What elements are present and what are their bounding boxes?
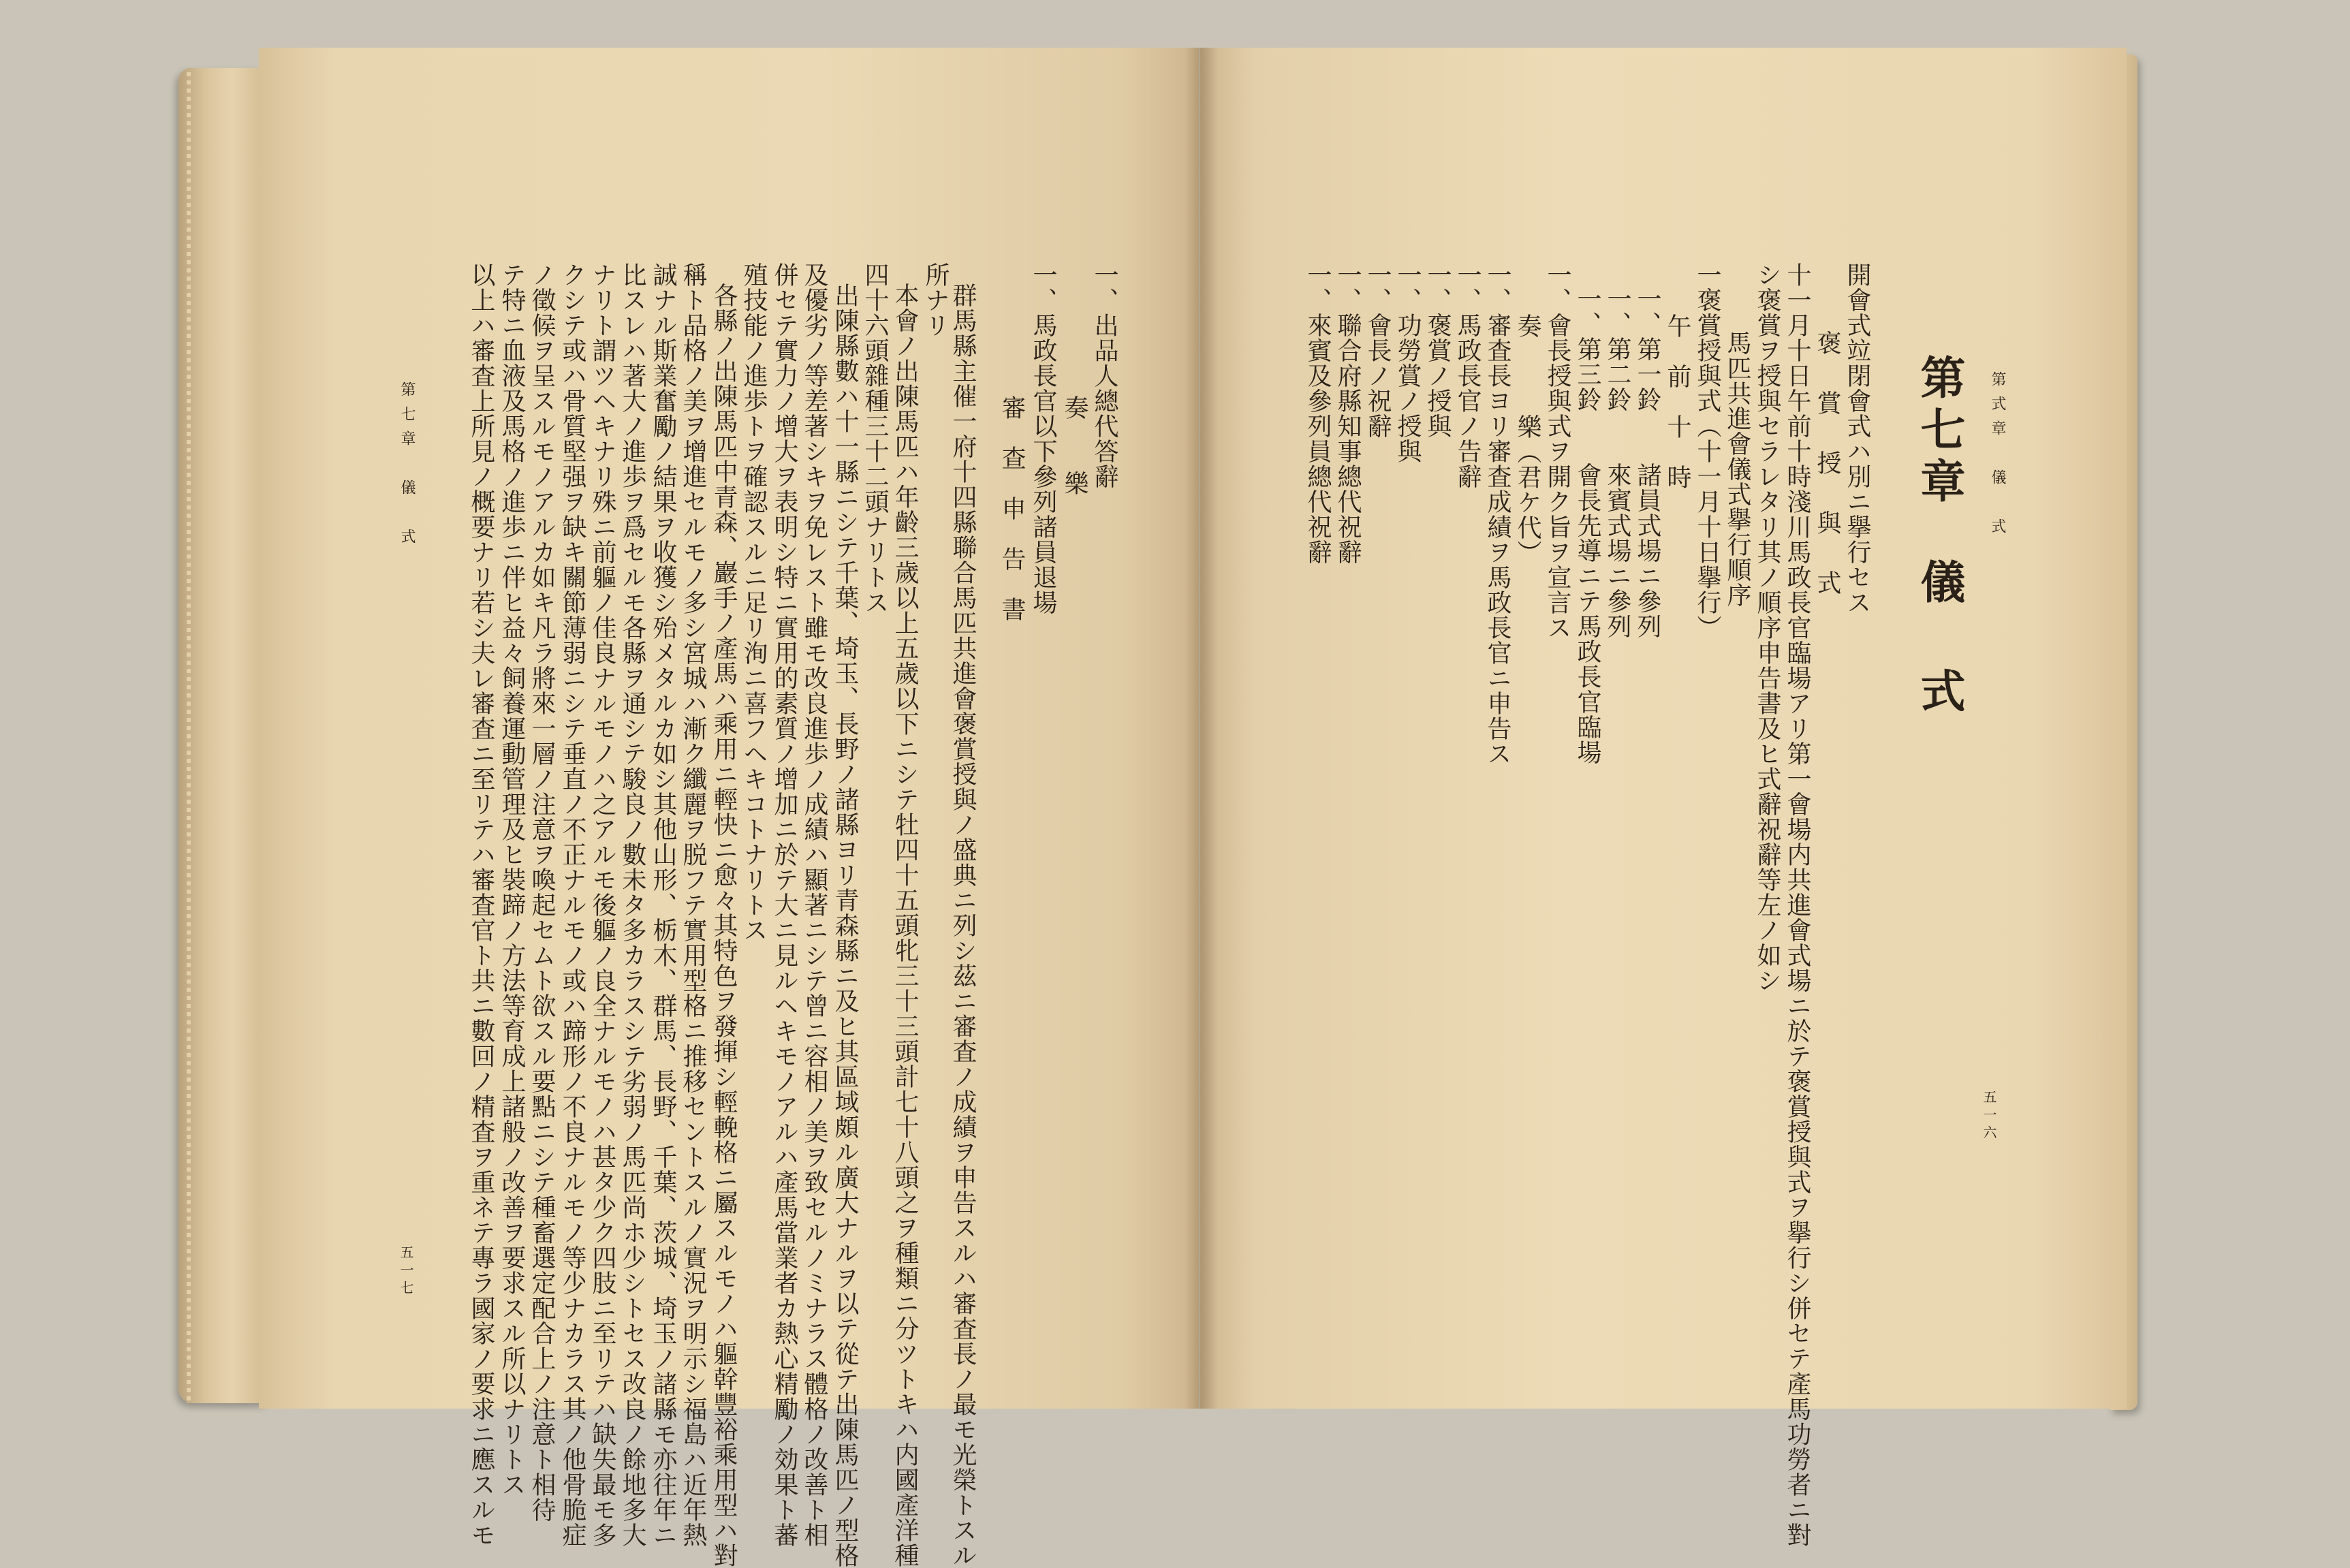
left-col-15: 比スレハ著大ノ進歩ヲ爲セルモ各縣ヲ通シテ駿良ノ數未タ多カラスシテ劣弱ノ馬匹尚ホ少シトセス改良ノ餘地多大: [618, 262, 646, 1548]
right-page: [1200, 48, 2127, 1409]
right-col-18: 一、來賓及參列員總代祝辭: [1304, 262, 1332, 565]
left-col-16: ナリト謂ツヘキナリ殊ニ前軀ノ佳良ナルモノハ之アルモ後軀ノ良全ナルモノハ甚タ少ク四肢ニ至リテハ缺失最モ多: [589, 262, 616, 1548]
left-col-19: テ特ニ血液及馬格ノ進歩ニ伴ヒ益々飼養運動管理及ヒ裝蹄ノ方法等育成上諸般ノ改善ヲ要求スル所以ナリトス: [498, 262, 526, 1497]
left-col-5: 所ナリ: [922, 262, 950, 338]
left-col-6: 本會ノ出陳馬匹ハ年齡三歲以上五歲以下ニシテ牡四十五頭牝三十三頭計七十八頭之ヲ種類ニ分ツトキハ内國產洋種: [891, 283, 919, 1568]
right-running-header: 第式章 儀 式: [1989, 371, 2006, 543]
left-col-20: 以上ハ審査上所見ノ概要ナリ若シ夫レ審査ニ至リテハ審査官ト共ニ數回ノ精査ヲ重ネテ專ラ國家ノ要求ニ應スルモ: [467, 262, 495, 1548]
left-col-2: 一、馬政長官以下參列諸員退場: [1029, 262, 1057, 615]
right-col-9: 一、第三鈴 會長先導ニテ馬政長官臨場: [1573, 286, 1601, 765]
left-col-4: 群馬縣主催一府十四縣聯合馬匹共進會褒賞授與ノ盛典ニ列シ茲ニ審査ノ成績ヲ申告スルハ審査長ノ最モ光榮トスル: [949, 283, 977, 1568]
right-col-2: 十一月十日午前十時淺川馬政長官臨場アリ第一會場内共進會式場ニ於テ褒賞授與式ヲ擧行シ併セテ產馬功勞者ニ對: [1783, 262, 1811, 1548]
left-col-1: 奏 樂: [1061, 395, 1088, 496]
left-col-9: 及優劣ノ等差著シキヲ免レスト雖モ改良進歩ノ成績ハ顯著ニシテ曾ニ容相ノ美ヲ致セルノミナラス體格ノ改善ト相: [800, 262, 828, 1548]
right-col-1: 褒 賞 授 與 式: [1813, 330, 1841, 600]
right-col-17: 一、聯合府縣知事總代祝辭: [1334, 262, 1362, 565]
right-col-12: 一、審査長ヨリ審査成績ヲ馬政長官ニ申告ス: [1484, 262, 1511, 766]
chapter-subtitle: 儀 式: [1913, 559, 1966, 722]
right-col-10: 一、會長授與式ヲ開ク旨ヲ宣言ス: [1544, 262, 1571, 640]
right-col-11: 奏 樂（君ケ代）: [1514, 313, 1541, 565]
right-page-number: 五一六: [1981, 1090, 1997, 1143]
left-col-13: 稱ト品格ノ美ヲ增進セルモノ多シ宮城ハ漸ク纖麗ヲ脱フテ實用型格ニ推移セントスルノ實況ヲ明示シ福島ハ近年熱: [679, 262, 707, 1548]
right-col-5: 一褒賞授與式（十一月十日擧行）: [1693, 262, 1721, 640]
left-col-17: クシテ或ハ骨質堅强ヲ缺キ關節薄弱ニシテ垂直ノ不正ナルモノ或ハ蹄形ノ不良ナルモノ等少ナカラス其ノ他骨脆症: [559, 262, 586, 1548]
book-left-edge: [178, 68, 267, 1403]
right-col-8: 一、第二鈴 來賓式場ニ參列: [1603, 286, 1631, 639]
left-col-11: 殖技能ノ進歩トヲ確認スルニ足リ洵ニ喜フヘキコトナリトス: [740, 262, 768, 943]
left-col-0: 一、出品人總代答辭: [1091, 262, 1118, 489]
left-col-8: 出陳縣數ハ十一縣ニシテ千葉、埼玉、長野ノ諸縣ヨリ青森縣ニ及ヒ其區域頗ル廣大ナルヲ以テ從テ出陳馬匹ノ型格: [831, 283, 859, 1568]
left-col-3: 審 查 申 告 書: [998, 395, 1026, 622]
right-col-14: 一、褒賞ノ授與: [1424, 262, 1452, 439]
left-running-header: 第七章 儀 式: [398, 381, 416, 553]
left-col-12: 各縣ノ出陳馬匹中青森、巖手ノ產馬ハ乘用ニ輕快ニ愈々其特色ヲ發揮シ輕輓格ニ屬スルモノハ軀幹豐裕乘用型ハ對: [710, 283, 738, 1568]
right-col-3: シ褒賞ヲ授與セラレタリ其ノ順序申告書及ヒ式辭祝辭等左ノ如シ: [1753, 262, 1781, 993]
right-col-13: 一、馬政長官ノ告辭: [1454, 262, 1482, 489]
book-gutter: [1185, 48, 1218, 1409]
right-col-4: 馬匹共進會儀式擧行順序: [1723, 330, 1751, 608]
left-col-14: 誠ナル斯業奮勵ノ結果ヲ收獲シ殆メタルカ如シ其他山形、栃木、群馬、長野、千葉、茨城、埼玉ノ諸縣モ亦往年ニ: [649, 262, 677, 1548]
right-col-7: 一、第一鈴 諸員式場ニ參列: [1633, 286, 1661, 639]
right-col-15: 一、功勞賞ノ授與: [1394, 262, 1422, 464]
chapter-title: 第七章: [1913, 354, 1966, 509]
left-page-number: 五一七: [398, 1245, 414, 1298]
left-col-7: 四十六頭雜種三十二頭ナリトス: [861, 262, 889, 615]
left-col-18: ノ徵候ヲ呈スルモノアルカ如キ凡ラ將來一層ノ注意ヲ喚起セムト欲スル要點ニシテ種畜選定配合上ノ注意ト相待: [528, 262, 556, 1522]
left-col-10: 併セテ實力ノ增大ヲ表明シ特ニ實用的素質ノ增加ニ於テ大ニ見ルヘキモノアルハ產馬當業者カ熱心精勵ノ効果ト蕃: [770, 262, 798, 1548]
right-col-16: 一、會長ノ祝辭: [1364, 262, 1392, 439]
right-col-6: 午 前 十 時: [1663, 313, 1691, 490]
right-col-0: 開會式竝閉會式ハ別ニ擧行セス: [1843, 262, 1871, 615]
